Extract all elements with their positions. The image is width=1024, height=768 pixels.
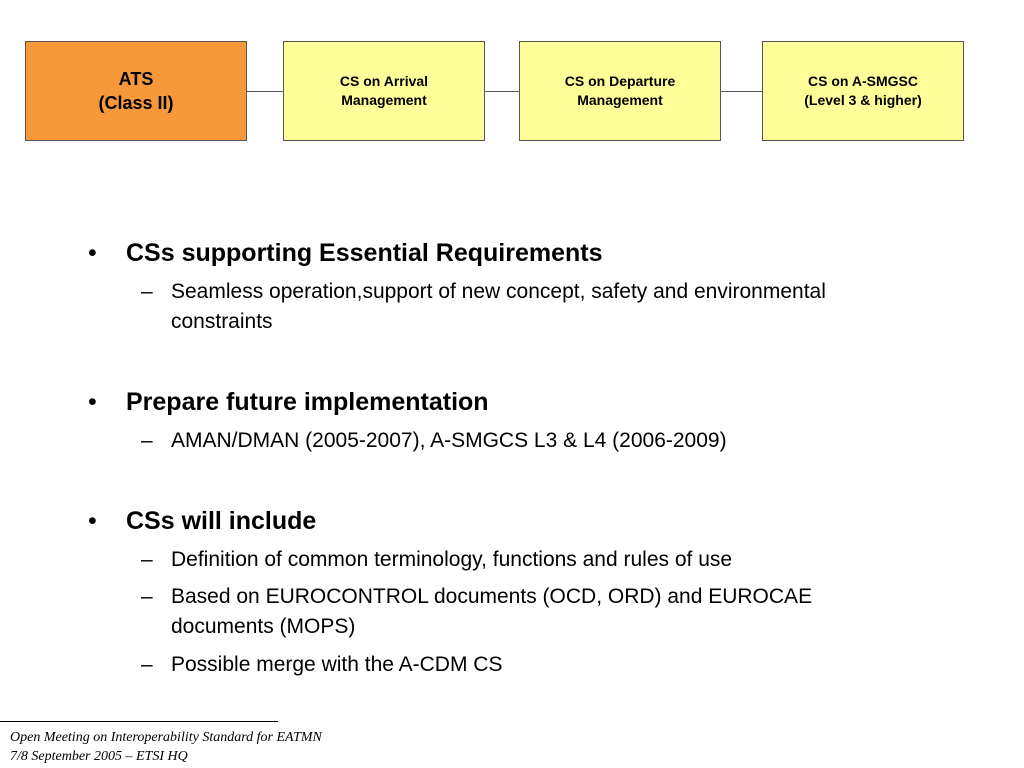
bullet-marker: •: [88, 239, 97, 267]
cs-departure-title: CS on Departure: [564, 73, 676, 89]
footer-meeting-title: Open Meeting on Interoperability Standard for EATMN: [10, 730, 322, 745]
cs-arrival-subtitle: Management: [341, 92, 427, 108]
sub-bullet-common-terminology: Definition of common terminology, functions and rules of use: [171, 548, 733, 571]
connector-ats-arrival: [247, 91, 283, 92]
sub-bullet-seamless-operation: Seamless operation,support of new concept, safety and environmental constraints: [171, 280, 826, 333]
ats-box-title: ATS: [118, 69, 154, 89]
sub-bullet-marker: –: [141, 280, 153, 303]
sub-bullet-eurocontrol-documents: Based on EUROCONTROL documents (OCD, ORD) and EUROCAE documents (MOPS): [171, 585, 813, 638]
bullet-marker: •: [88, 388, 97, 416]
bullet-marker: •: [88, 507, 97, 535]
sub-bullet-marker: –: [141, 585, 153, 608]
cs-asmgsc-box: [762, 41, 964, 141]
footer-date-location: 7/8 September 2005 – ETSI HQ: [10, 749, 188, 764]
ats-box: [25, 41, 247, 141]
sub-bullet-marker: –: [141, 548, 153, 571]
cs-asmgsc-title: CS on A-SMGSC: [808, 73, 918, 89]
bullet-heading-essential-requirements: CSs supporting Essential Requirements: [126, 239, 603, 267]
bullet-heading-future-implementation: Prepare future implementation: [126, 388, 489, 416]
connector-arrival-departure: [485, 91, 519, 92]
cs-departure-box: [519, 41, 721, 141]
sub-bullet-marker: –: [141, 653, 153, 676]
connector-departure-asmgsc: [721, 91, 762, 92]
footer-divider: [0, 721, 278, 722]
bullet-heading-css-will-include: CSs will include: [126, 507, 317, 535]
cs-asmgsc-subtitle: (Level 3 & higher): [804, 92, 922, 108]
sub-bullet-marker: –: [141, 429, 153, 452]
ats-box-subtitle: (Class II): [98, 93, 174, 113]
cs-arrival-title: CS on Arrival: [339, 73, 429, 89]
cs-arrival-box: [283, 41, 485, 141]
cs-departure-subtitle: Management: [577, 92, 663, 108]
sub-bullet-aman-dman: AMAN/DMAN (2005-2007), A-SMGCS L3 & L4 (2006-2009): [171, 429, 727, 452]
sub-bullet-acdm-merge: Possible merge with the A-CDM CS: [171, 653, 503, 676]
